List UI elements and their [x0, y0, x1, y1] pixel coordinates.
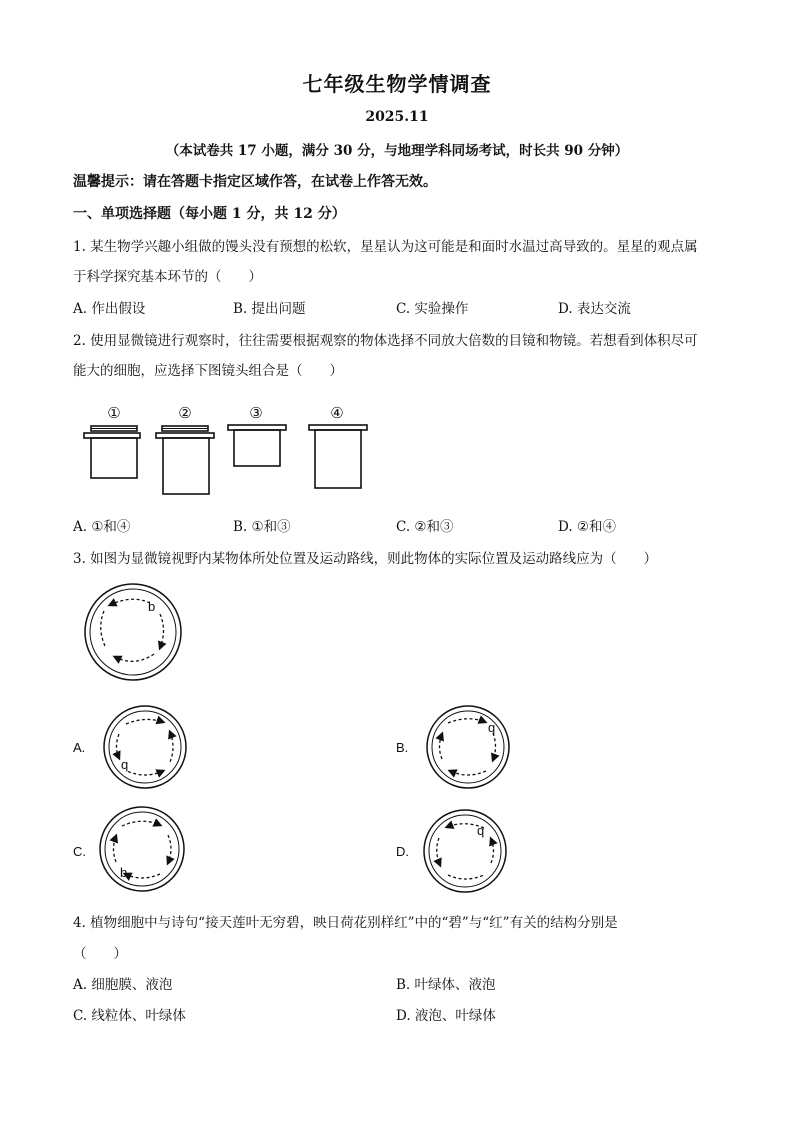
- reminder: 温馨提示：请在答题卡指定区域作答，在试卷上作答无效。: [73, 174, 437, 190]
- q2-line2: 能大的细胞，应选择下图镜头组合是（ ）: [73, 363, 343, 379]
- lens-2: [156, 404, 214, 494]
- q4-line1: 4. 植物细胞中与诗句“接天莲叶无穷碧，映日荷花别样红”中的“碧”与“红”有关的结构分别是: [73, 915, 618, 931]
- q3-option-c-letter: C.: [73, 844, 86, 859]
- q2-line1: 2. 使用显微镜进行观察时，往往需要根据观察的物体选择不同放大倍数的目镜和物镜。若想看到体积尽可: [73, 333, 698, 349]
- exam-date: 2025.11: [365, 109, 429, 125]
- stem-field-circle: [85, 584, 181, 680]
- q1-option-d: D. 表达交流: [558, 301, 631, 317]
- q3-line1: 3. 如图为显微镜视野内某物体所处位置及运动路线，则此物体的实际位置及运动路线应为（ ）: [73, 551, 658, 567]
- q3-option-d-letter: D.: [396, 844, 409, 859]
- q4-option-b: B. 叶绿体、液泡: [396, 977, 496, 993]
- q2-option-a: A. ①和④: [73, 519, 131, 535]
- lens-3: [228, 404, 286, 466]
- q2-option-b: B. ①和③: [233, 519, 291, 535]
- option-c-field-circle: [100, 807, 184, 891]
- lens-2-label: ②: [178, 404, 192, 422]
- q4-option-a: A. 细胞膜、液泡: [73, 977, 173, 993]
- q1-option-a: A. 作出假设: [73, 301, 146, 317]
- lens-1-label: ①: [107, 404, 121, 422]
- option-d-field-circle: [424, 810, 506, 892]
- lens-4: [309, 404, 367, 488]
- q3-option-a-label: q: [121, 757, 129, 772]
- q1-option-b: B. 提出问题: [233, 301, 306, 317]
- section-heading: 一、单项选择题（每小题 1 分，共 12 分）: [73, 206, 346, 222]
- lens-3-label: ③: [249, 404, 263, 422]
- q1-line2: 于科学探究基本环节的（ ）: [73, 269, 262, 285]
- q3-option-c-label: b: [120, 865, 128, 880]
- q4-option-d: D. 液泡、叶绿体: [396, 1008, 496, 1024]
- exam-note: （本试卷共 17 小题，满分 30 分，与地理学科同场考试，时长共 90 分钟）: [165, 143, 629, 159]
- q4-line2: （ ）: [73, 946, 127, 962]
- lens-1: [84, 404, 140, 478]
- option-a-field-circle: [104, 706, 186, 788]
- q3-option-b-letter: B.: [396, 740, 409, 755]
- q4-option-c: C. 线粒体、叶绿体: [73, 1008, 186, 1024]
- page-title: 七年级生物学情调查: [302, 72, 492, 96]
- q3-option-a-letter: A.: [73, 740, 86, 755]
- q1-option-c: C. 实验操作: [396, 301, 469, 317]
- q2-option-d: D. ②和④: [558, 519, 617, 535]
- q3-option-b-label: q: [488, 720, 496, 735]
- stem-label: b: [148, 599, 156, 614]
- q2-option-c: C. ②和③: [396, 519, 454, 535]
- q1-line1: 1. 某生物学兴趣小组做的馒头没有预想的松软，星星认为这可能是和面时水温过高导致的。星星的观点属: [73, 239, 698, 255]
- option-b-field-circle: [427, 706, 509, 788]
- q3-option-d-label: q: [477, 823, 485, 838]
- lens-4-label: ④: [330, 404, 344, 422]
